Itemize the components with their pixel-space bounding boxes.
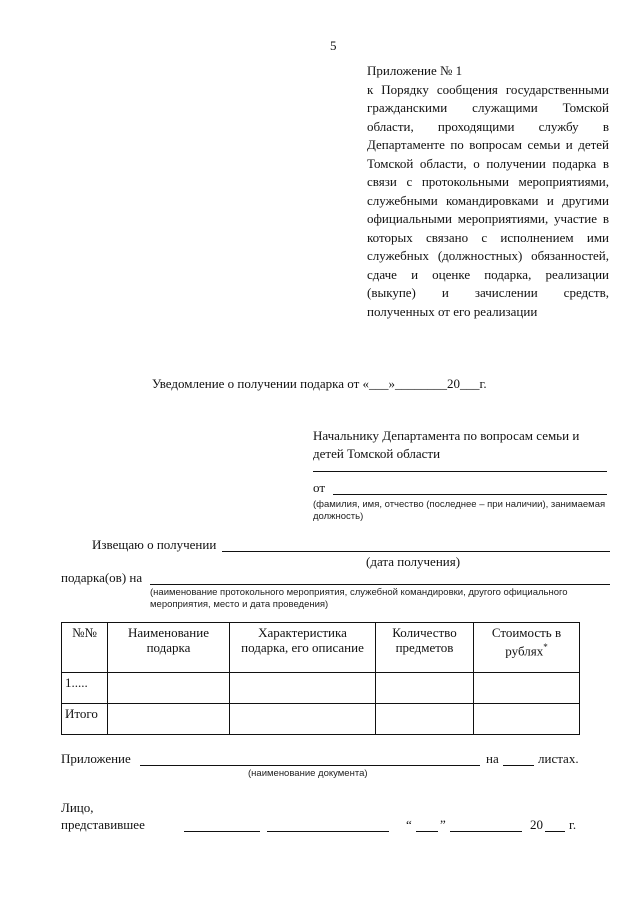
date-year-suffix: г. — [569, 817, 577, 832]
col-header-quantity: Количество предметов — [376, 623, 474, 673]
recipient-to: Начальнику Департамента по вопросам семьи и детей Томской области — [313, 428, 580, 461]
attachment-on-label: на — [486, 751, 499, 766]
gifts-table — [61, 622, 580, 735]
signatory-label-line1: Лицо, — [61, 800, 94, 815]
cell-total-cost[interactable] — [474, 704, 580, 735]
cell-total-label: Итого — [62, 704, 108, 735]
cell-total-description[interactable] — [230, 704, 376, 735]
signatory-label-line2: представившее — [61, 817, 145, 832]
cell-row1-number[interactable]: 1..... — [62, 673, 108, 704]
appendix-block — [367, 62, 609, 321]
cell-row1-description[interactable] — [230, 673, 376, 704]
date-month-line[interactable] — [450, 831, 522, 832]
signature-name-line[interactable] — [267, 831, 389, 832]
from-label: от — [313, 480, 326, 495]
recipient-block — [313, 427, 609, 463]
table-row — [62, 704, 580, 735]
cell-total-name[interactable] — [108, 704, 230, 735]
receipt-date-line[interactable] — [222, 551, 610, 552]
cell-row1-quantity[interactable] — [376, 673, 474, 704]
event-line[interactable] — [150, 584, 610, 585]
receipt-label: Извещаю о получении — [92, 537, 217, 552]
gift-label: подарка(ов) на — [61, 570, 143, 585]
date-quote-open: “ — [406, 817, 412, 832]
cell-total-quantity[interactable] — [376, 704, 474, 735]
event-hint: (наименование протокольного мероприятия, служебной командировки, другого официального мероприятия, место и дата проведения) — [150, 587, 568, 610]
attachment-sheets-line[interactable] — [503, 765, 534, 766]
attachment-label: Приложение — [61, 751, 131, 766]
col-header-number: №№ — [62, 623, 108, 673]
table-header-row — [62, 623, 580, 673]
recipient-blank-line[interactable] — [313, 471, 607, 472]
appendix-text: к Порядку сообщения государственными гражданскими служащими Томской области, проходящими службу в Департаменте по вопросам семьи и детей Томской области, о получении подарка в связи с протокольными мероприятиями, служебными командировками и другими официальными мероприятиями, участие в которых связано с исполнением ими служебных (должностных) обязанностей, сдаче и оценке подарка, реализации (выкупе) и зачислении средств, полученных от его реализации — [367, 81, 609, 319]
col-header-cost: Стоимость в рублях* — [474, 623, 580, 673]
from-hint: (фамилия, имя, отчество (последнее – при наличии), занимаемая должность) — [313, 499, 606, 522]
table-row — [62, 673, 580, 704]
attachment-sheets-label: листах. — [538, 751, 579, 766]
date-year-prefix: 20 — [530, 817, 543, 832]
col-header-name: Наименование подарка — [108, 623, 230, 673]
attachment-doc-hint: (наименование документа) — [248, 768, 368, 779]
signature-line[interactable] — [184, 831, 260, 832]
date-quote-close: ” — [440, 817, 446, 832]
cell-row1-cost[interactable] — [474, 673, 580, 704]
date-year-line[interactable] — [545, 831, 565, 832]
cell-row1-name[interactable] — [108, 673, 230, 704]
appendix-heading: Приложение № 1 — [367, 63, 463, 78]
receipt-date-hint: (дата получения) — [366, 554, 461, 569]
footnote-mark: * — [543, 642, 548, 652]
col-header-description: Характеристика подарка, его описание — [230, 623, 376, 673]
notice-title: Уведомление о получении подарка от «___»________20___г. — [152, 376, 487, 391]
date-day-line[interactable] — [416, 831, 438, 832]
page-number: 5 — [330, 38, 337, 53]
from-blank-line[interactable] — [333, 494, 607, 495]
attachment-doc-line[interactable] — [140, 765, 480, 766]
